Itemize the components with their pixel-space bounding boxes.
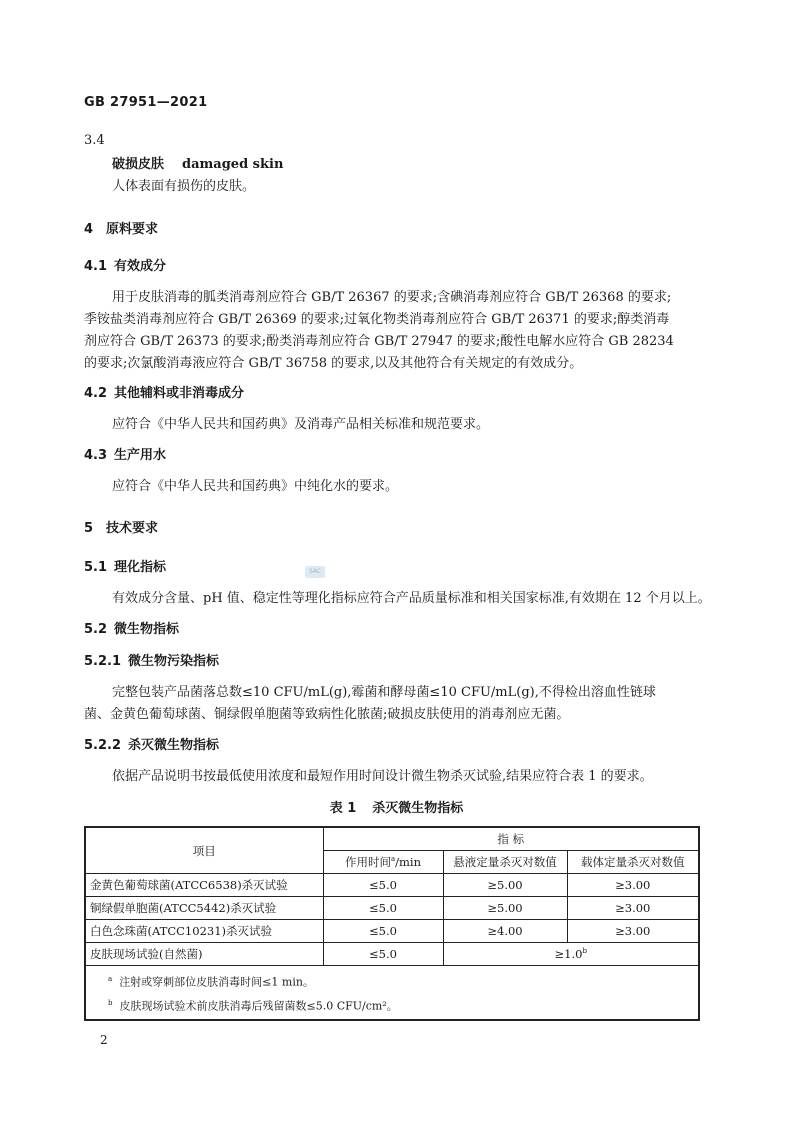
table-caption (0, 797, 793, 816)
table-notes (85, 966, 699, 1021)
paragraph-line: 菌、金黄色葡萄球菌、铜绿假单胞菌等致病性化脓菌;破损皮肤使用的消毒剂应无菌。 (84, 707, 570, 722)
row-carrier: ≥3.00 (567, 874, 699, 897)
section-title: 理化指标 (114, 560, 167, 575)
row-carrier: ≥3.00 (567, 920, 699, 943)
section-title: 技术要求 (106, 521, 159, 536)
section-title: 杀灭微生物指标 (128, 738, 220, 753)
section-number: 5.2.1 (84, 654, 122, 669)
section-heading-5-2 (84, 618, 179, 637)
section-title: 原料要求 (106, 222, 159, 237)
header-carrier-log: 载体定量杀灭对数值 (567, 851, 699, 874)
row-item: 铜绿假单胞菌(ATCC5442)杀灭试验 (85, 897, 323, 920)
header-item: 项目 (85, 827, 323, 874)
section-number: 4.2 (84, 386, 108, 401)
row-item: 金黄色葡萄球菌(ATCC6538)杀灭试验 (85, 874, 323, 897)
section-number: 5 (84, 521, 94, 536)
section-number: 4 (84, 222, 94, 237)
term-definition: 人体表面有损伤的皮肤。 (112, 179, 256, 194)
row-suspension: ≥5.00 (443, 874, 567, 897)
row-suspension: ≥4.00 (443, 920, 567, 943)
table-row (85, 897, 699, 920)
section-title: 生产用水 (114, 448, 167, 463)
paragraph-line: 有效成分含量、pH 值、稳定性等理化指标应符合产品质量标准和相关国家标准,有效期在 12 个月以上。 (112, 591, 711, 606)
section-heading-4-2 (84, 382, 244, 401)
section-heading-4 (84, 218, 158, 237)
row-time: ≤5.0 (323, 920, 443, 943)
section-heading-4-3 (84, 444, 166, 463)
paragraph-line: 完整包装产品菌落总数≤10 CFU/mL(g),霉菌和酵母菌≤10 CFU/mL(g),不得检出溶血性链球 (112, 685, 656, 700)
paragraph-line: 应符合《中华人民共和国药典》中纯化水的要求。 (112, 479, 399, 494)
row-suspension: ≥5.00 (443, 897, 567, 920)
section-number: 5.1 (84, 560, 108, 575)
section-number: 5.2.2 (84, 738, 122, 753)
section-title: 微生物指标 (114, 622, 180, 637)
row-carrier: ≥3.00 (567, 897, 699, 920)
section-title: 微生物污染指标 (128, 654, 220, 669)
header-indicator-group: 指 标 (323, 827, 699, 851)
section-heading-4-1 (84, 255, 166, 274)
table-caption-number: 表 1 (329, 801, 357, 816)
row-field-value: ≥1.0$^b$ (443, 943, 699, 966)
kill-microorganism-table (84, 826, 700, 1021)
note-a: $^a$ 注射或穿刺部位皮肤消毒时间≤1 min。 (108, 975, 314, 989)
term-entry (112, 153, 283, 172)
paragraph-line: 的要求;次氯酸消毒液应符合 GB/T 36758 的要求,以及其他符合有关规定的有效成分。 (84, 356, 583, 371)
section-number: 4.3 (84, 448, 108, 463)
term-chinese: 破损皮肤 (112, 157, 165, 172)
paragraph-line: 剂应符合 GB/T 26373 的要求;酚类消毒剂应符合 GB/T 27947 的要求;酸性电解水应符合 GB 28234 (84, 334, 674, 349)
section-heading-5-2-1 (84, 650, 219, 669)
section-number: 4.1 (84, 259, 108, 274)
section-number: 5.2 (84, 622, 108, 637)
table-row-field-test (85, 943, 699, 966)
table-notes-row (85, 966, 699, 1021)
paragraph-line: 用于皮肤消毒的胍类消毒剂应符合 GB/T 26367 的要求;含碘消毒剂应符合 GB/T 26368 的要求; (112, 290, 672, 305)
note-b: $^b$ 皮肤现场试验术前皮肤消毒后残留菌数≤5.0 CFU/cm²。 (108, 998, 398, 1013)
table-row (85, 920, 699, 943)
table-header-row (85, 827, 699, 851)
row-time: ≤5.0 (323, 874, 443, 897)
table-caption-title: 杀灭微生物指标 (372, 801, 464, 816)
clause-number-3-4: 3.4 (84, 133, 105, 148)
row-item: 白色念珠菌(ATCC10231)杀灭试验 (85, 920, 323, 943)
table-row (85, 874, 699, 897)
page-number: 2 (100, 1033, 108, 1047)
row-time: ≤5.0 (323, 897, 443, 920)
row-item: 皮肤现场试验(自然菌) (85, 943, 323, 966)
row-time: ≤5.0 (323, 943, 443, 966)
section-heading-5-2-2 (84, 734, 219, 753)
paragraph-line: 应符合《中华人民共和国药典》及消毒产品相关标准和规范要求。 (112, 417, 490, 432)
sac-watermark-logo: SAC (305, 566, 325, 578)
section-title: 其他辅料或非消毒成分 (114, 386, 245, 401)
header-action-time: 作用时间$^a$/min (323, 851, 443, 874)
term-english: damaged skin (182, 157, 284, 172)
section-heading-5 (84, 517, 158, 536)
header-suspension-log: 悬液定量杀灭对数值 (443, 851, 567, 874)
section-title: 有效成分 (114, 259, 167, 274)
paragraph-line: 依据产品说明书按最低使用浓度和最短作用时间设计微生物杀灭试验,结果应符合表 1 的要求。 (112, 769, 653, 784)
paragraph-line: 季铵盐类消毒剂应符合 GB/T 26369 的要求;过氧化物类消毒剂应符合 GB/T 26371 的要求;醇类消毒 (84, 312, 670, 327)
standard-code-header: GB 27951—2021 (84, 95, 208, 110)
section-heading-5-1 (84, 556, 166, 575)
